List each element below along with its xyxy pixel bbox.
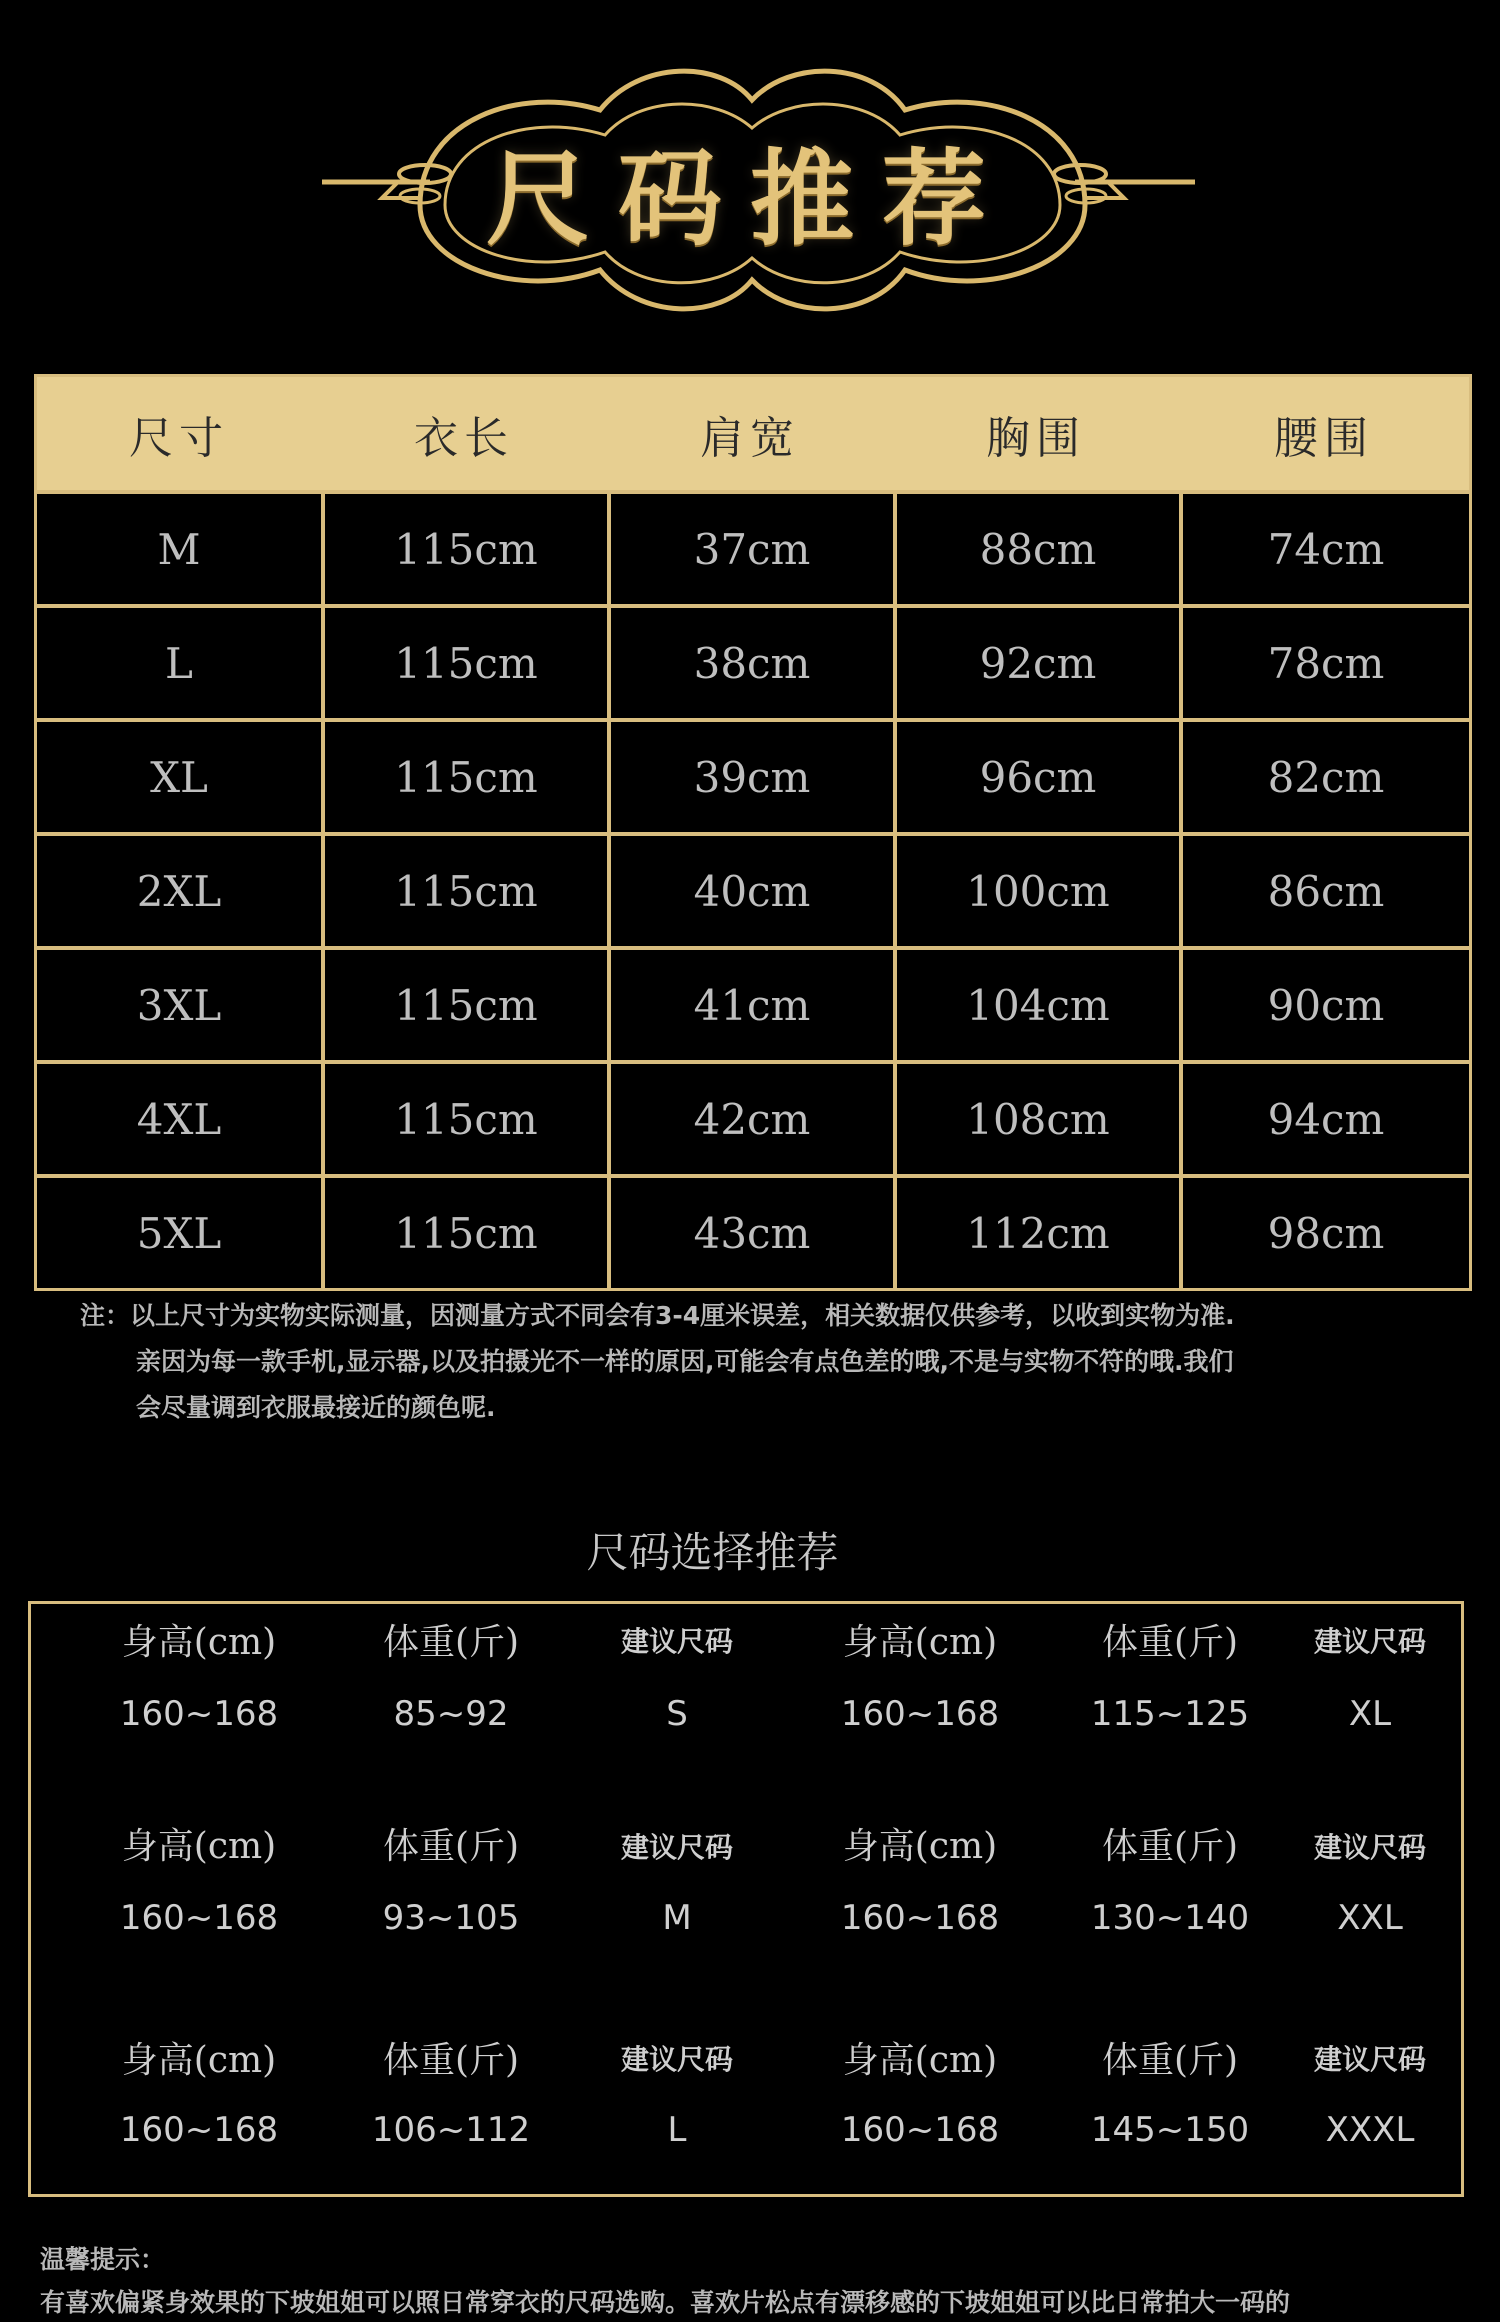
- tip-body: 有喜欢偏紧身效果的下坡姐姐可以照日常穿衣的尺码选购。喜欢片松点有漂移感的下坡姐姐可以比日常拍大一码的: [40, 2288, 1291, 2317]
- rec-header-size: 建议尺码: [1313, 1625, 1426, 1658]
- waist-cell: 86cm: [1179, 832, 1469, 946]
- waist-cell: 78cm: [1179, 604, 1469, 718]
- table-row: [37, 832, 1469, 946]
- table-row: [37, 718, 1469, 832]
- rec-header-height: 身高(cm): [121, 2040, 277, 2081]
- header-length: 衣长: [321, 377, 607, 490]
- rec-header-height: 身高(cm): [842, 2040, 998, 2081]
- rec-value-height: 160~168: [840, 1898, 1000, 1938]
- chest-cell: 108cm: [893, 1060, 1179, 1174]
- rec-value-height: 160~168: [119, 1898, 279, 1938]
- waist-cell: 98cm: [1179, 1174, 1469, 1288]
- rec-value-height: 160~168: [840, 1694, 1000, 1734]
- header-waist: 腰围: [1179, 377, 1469, 490]
- shoulder-cell: 40cm: [607, 832, 893, 946]
- note-line: 亲因为每一款手机,显示器,以及拍摄光不一样的原因,可能会有点色差的哦,不是与实物不符的哦.我们: [136, 1347, 1234, 1376]
- rec-value-height: 160~168: [119, 1694, 279, 1734]
- size-cell: 2XL: [37, 832, 321, 946]
- rec-value-size: XL: [1348, 1694, 1392, 1734]
- rec-value-weight: 115~125: [1090, 1694, 1250, 1734]
- rec-header-weight: 体重(斤): [382, 2040, 520, 2081]
- rec-value-weight: 93~105: [382, 1898, 520, 1938]
- table-row: [37, 490, 1469, 604]
- length-cell: 115cm: [321, 946, 607, 1060]
- waist-cell: 94cm: [1179, 1060, 1469, 1174]
- tip-title: 温馨提示：: [40, 2245, 166, 2274]
- rec-value-size: XXXL: [1325, 2110, 1415, 2150]
- length-cell: 115cm: [321, 832, 607, 946]
- note-line: 注：以上尺寸为实物实际测量，因测量方式不同会有3-4厘米误差，相关数据仅供参考，以收到实物为准.: [80, 1301, 1235, 1330]
- rec-header-size: 建议尺码: [1313, 1831, 1426, 1864]
- recommend-title: 尺码选择推荐: [586, 1528, 839, 1577]
- rec-value-size: XXL: [1337, 1898, 1403, 1938]
- chest-cell: 112cm: [893, 1174, 1179, 1288]
- rec-value-size: M: [662, 1898, 692, 1938]
- chest-cell: 92cm: [893, 604, 1179, 718]
- table-row: [37, 1174, 1469, 1288]
- size-table: [34, 374, 1472, 1291]
- size-cell: 4XL: [37, 1060, 321, 1174]
- size-table-header-row: [37, 377, 1469, 490]
- rec-value-size: L: [667, 2110, 687, 2150]
- rec-header-weight: 体重(斤): [1101, 1826, 1239, 1867]
- rec-header-size: 建议尺码: [620, 1831, 733, 1864]
- rec-header-size: 建议尺码: [620, 1625, 733, 1658]
- shoulder-cell: 38cm: [607, 604, 893, 718]
- table-row: [37, 604, 1469, 718]
- rec-header-weight: 体重(斤): [382, 1622, 520, 1663]
- rec-header-height: 身高(cm): [121, 1826, 277, 1867]
- size-cell: XL: [37, 718, 321, 832]
- size-cell: L: [37, 604, 321, 718]
- size-cell: 5XL: [37, 1174, 321, 1288]
- chest-cell: 88cm: [893, 490, 1179, 604]
- recommend-box: [28, 1601, 1464, 2197]
- shoulder-cell: 41cm: [607, 946, 893, 1060]
- shoulder-cell: 37cm: [607, 490, 893, 604]
- shoulder-cell: 39cm: [607, 718, 893, 832]
- waist-cell: 90cm: [1179, 946, 1469, 1060]
- rec-value-height: 160~168: [840, 2110, 1000, 2150]
- header-size: 尺寸: [37, 377, 321, 490]
- measurement-note: [80, 1293, 1460, 1431]
- note-line: 会尽量调到衣服最接近的颜色呢.: [136, 1393, 496, 1422]
- rec-header-size: 建议尺码: [620, 2043, 733, 2076]
- rec-header-weight: 体重(斤): [1101, 2040, 1239, 2081]
- rec-header-size: 建议尺码: [1313, 2043, 1426, 2076]
- rec-value-weight: 130~140: [1090, 1898, 1250, 1938]
- length-cell: 115cm: [321, 1060, 607, 1174]
- size-cell: 3XL: [37, 946, 321, 1060]
- shoulder-cell: 42cm: [607, 1060, 893, 1174]
- length-cell: 115cm: [321, 1174, 607, 1288]
- rec-value-size: S: [666, 1694, 688, 1734]
- rec-value-weight: 106~112: [371, 2110, 531, 2150]
- size-cell: M: [37, 490, 321, 604]
- waist-cell: 82cm: [1179, 718, 1469, 832]
- waist-cell: 74cm: [1179, 490, 1469, 604]
- rec-header-height: 身高(cm): [121, 1622, 277, 1663]
- header-shoulder: 肩宽: [607, 377, 893, 490]
- table-row: [37, 1060, 1469, 1174]
- length-cell: 115cm: [321, 604, 607, 718]
- rec-header-weight: 体重(斤): [1101, 1622, 1239, 1663]
- chest-cell: 100cm: [893, 832, 1179, 946]
- table-row: [37, 946, 1469, 1060]
- length-cell: 115cm: [321, 490, 607, 604]
- chest-cell: 104cm: [893, 946, 1179, 1060]
- rec-header-height: 身高(cm): [842, 1622, 998, 1663]
- rec-value-weight: 85~92: [393, 1694, 509, 1734]
- rec-value-height: 160~168: [119, 2110, 279, 2150]
- rec-value-weight: 145~150: [1090, 2110, 1250, 2150]
- title-banner: [0, 0, 1500, 340]
- rec-header-weight: 体重(斤): [382, 1826, 520, 1867]
- rec-header-height: 身高(cm): [842, 1826, 998, 1867]
- shoulder-cell: 43cm: [607, 1174, 893, 1288]
- chest-cell: 96cm: [893, 718, 1179, 832]
- banner-title: 尺码推荐: [485, 137, 1014, 260]
- header-chest: 胸围: [893, 377, 1179, 490]
- length-cell: 115cm: [321, 718, 607, 832]
